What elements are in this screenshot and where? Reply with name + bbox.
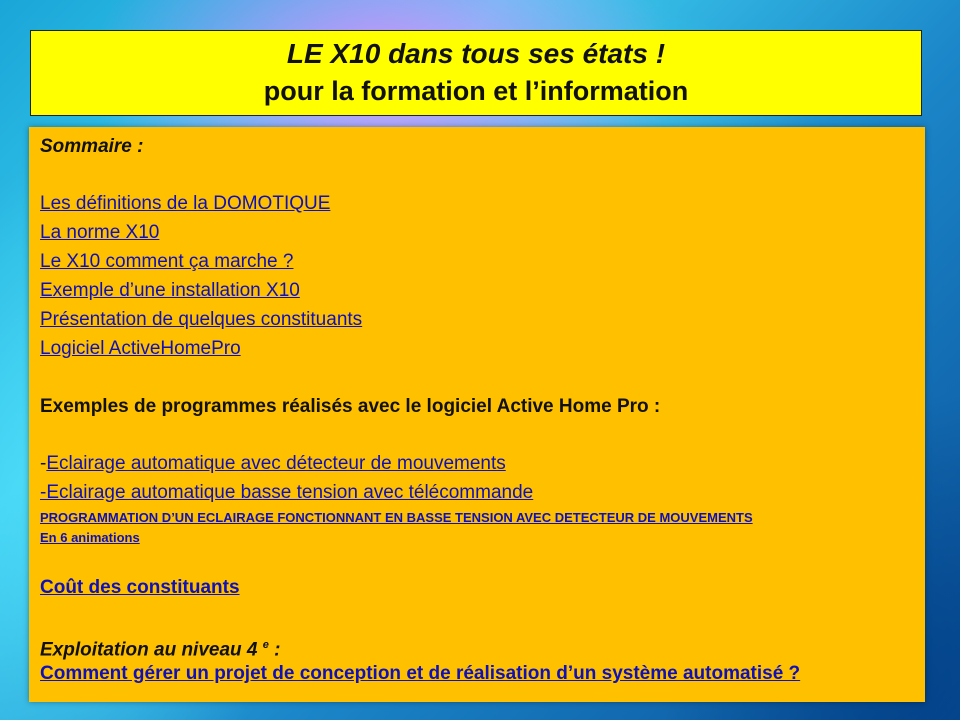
link-eclairage-basse-tension[interactable]: -Eclairage automatique basse tension avec télécommande	[40, 482, 534, 503]
link-x10-comment-ca-marche[interactable]	[40, 250, 293, 274]
link-logiciel-activehomepro-text[interactable]: Logiciel ActiveHomePro	[40, 338, 241, 359]
link-programmation-animations[interactable]: En 6 animations	[40, 530, 140, 545]
title-line-2: pour la formation et l’information	[263, 76, 689, 106]
title-line-1: LE X10 dans tous ses états !	[286, 38, 666, 69]
link-gerer-projet[interactable]: Comment gérer un projet de conception et de réalisation d’un système automatisé ?	[40, 663, 801, 684]
exploitation-label-text: Exploitation au niveau 4	[40, 639, 258, 661]
link-x10-comment-ca-marche-text[interactable]: Le X10 comment ça marche ?	[40, 251, 294, 272]
title-box	[30, 30, 922, 116]
exploitation-label	[40, 633, 281, 662]
link-logiciel-activehomepro[interactable]	[40, 337, 241, 361]
content-box	[29, 127, 925, 702]
link-exemple-installation[interactable]	[40, 279, 300, 303]
programmation-line-2[interactable]	[40, 530, 140, 546]
example-2-line[interactable]	[40, 481, 533, 505]
link-norme-x10[interactable]	[40, 221, 159, 245]
example-1-prefix: -	[40, 453, 47, 474]
link-definitions-domotique-text[interactable]: Les définitions de la DOMOTIQUE	[40, 193, 331, 214]
sommaire-label: Sommaire :	[40, 136, 144, 157]
link-definitions-domotique[interactable]	[40, 192, 330, 216]
example-1-line	[40, 452, 506, 476]
cout-line[interactable]	[40, 576, 240, 600]
exploitation-suffix: :	[268, 639, 281, 661]
link-norme-x10-text[interactable]: La norme X10	[40, 222, 160, 243]
link-exemple-installation-text[interactable]: Exemple d’une installation X10	[40, 280, 300, 301]
examples-heading: Exemples de programmes réalisés avec le logiciel Active Home Pro :	[40, 396, 661, 417]
programmation-line-1[interactable]	[40, 510, 753, 526]
link-presentation-constituants-text[interactable]: Présentation de quelques constituants	[40, 309, 363, 330]
exploitation-superscript: e	[262, 639, 269, 651]
link-programmation[interactable]: PROGRAMMATION D’UN ECLAIRAGE FONCTIONNANT EN BASSE TENSION AVEC DETECTEUR DE MOUVEMENTS	[40, 510, 753, 525]
link-cout-constituants[interactable]: Coût des constituants	[40, 577, 240, 598]
link-eclairage-detecteur[interactable]: Eclairage automatique avec détecteur de mouvements	[46, 453, 506, 474]
link-presentation-constituants[interactable]	[40, 308, 362, 332]
projet-line[interactable]	[40, 662, 800, 686]
